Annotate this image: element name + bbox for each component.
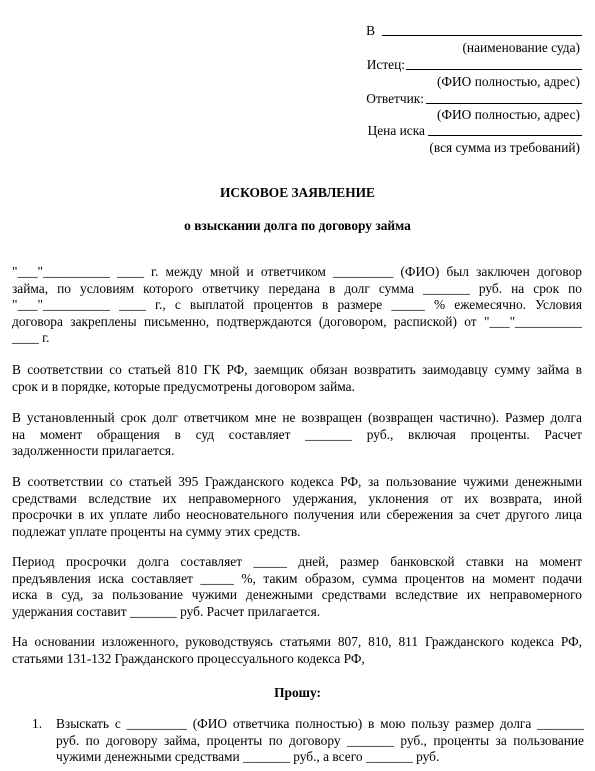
document-title: ИСКОВОЕ ЗАЯВЛЕНИЕ: [219, 185, 375, 200]
paragraph-line: на момент обращения в суд составляет _______ руб., включая проценты. Расчет: [12, 426, 582, 442]
paragraph-line: В соответствии со статьей 810 ГК РФ, заемщик обязан возвратить заимодавцу сумму займа в: [12, 362, 582, 377]
paragraph-article-810: [12, 362, 582, 395]
paragraph-line: В соответствии со статьей 395 Гражданского кодекса РФ, за пользование чужими денежными: [12, 474, 582, 489]
paragraph-line: "___"__________ ____ г., с выплатой процентов в размере _____ % ежемесячно. Условия: [12, 297, 582, 312]
plaintiff-caption: (ФИО полностью, адрес): [436, 74, 580, 89]
paragraph-line: удержания составит _______ руб. Расчет прилагается.: [12, 603, 321, 619]
court-row: [0, 22, 595, 40]
claim-field[interactable]: [428, 122, 582, 136]
paragraph-line: средствами вследствие их неправомерного удержания, уклонения от их возврата, иной: [12, 490, 582, 506]
plaintiff-field[interactable]: [406, 56, 582, 70]
plaintiff-row: [0, 56, 595, 74]
paragraph-line: просрочки в их уплате либо неосновательного получения или сбережения за счет другого лица: [12, 507, 582, 522]
request-item-line: Взыскать с _________ (ФИО ответчика полностью) в мою пользу размер долга _______: [56, 716, 584, 731]
paragraph-loan-agreement: [12, 264, 582, 347]
paragraph-line: "___"__________ ____ г. между мной и ответчиком _________ (ФИО) был заключен договор: [12, 264, 582, 279]
paragraph-line: ____ г.: [12, 330, 50, 345]
plaintiff-label: Истец:: [366, 57, 405, 72]
paragraph-delay-period: [12, 554, 582, 620]
document-subtitle: о взыскании долга по договору займа: [184, 218, 411, 233]
paragraph-legal-basis: [12, 634, 582, 667]
request-item-number: 1.: [32, 716, 43, 731]
paragraph-line: задолженности прилагается.: [12, 443, 175, 458]
court-caption: (наименование суда): [462, 40, 580, 55]
defendant-caption: (ФИО полностью, адрес): [436, 107, 580, 122]
request-item-line: чужими денежными средствами _______ руб., а всего _______ руб.: [56, 749, 440, 764]
paragraph-line: иска в суд, за пользование чужими денежными средствами вследствие их неправомерного: [12, 587, 582, 602]
court-label: В: [366, 23, 375, 38]
paragraph-line: В установленный срок долг ответчиком мне не возвращен (возвращен частично). Размер долга: [12, 410, 582, 425]
request-title: Прошу:: [274, 685, 321, 700]
paragraph-article-395: [12, 474, 582, 540]
defendant-label: Ответчик:: [366, 91, 424, 106]
paragraph-line: На основании изложенного, руководствуясь статьями 807, 810, 811 Гражданского кодекса РФ,: [12, 634, 582, 649]
paragraph-debt-amount: [12, 410, 582, 460]
claim-caption: (вся сумма из требований): [429, 140, 580, 155]
paragraph-line: Период просрочки долга составляет _____ дней, размер банковской ставки на момент: [12, 554, 582, 569]
claim-label: Цена иска: [367, 123, 425, 138]
request-item: [56, 716, 584, 766]
defendant-field[interactable]: [426, 90, 582, 104]
request-item-line: руб. по договору займа, проценты по договору _______ руб., проценты за пользование: [56, 732, 584, 748]
defendant-row: [0, 90, 595, 108]
paragraph-line: договора закреплены письменно, подтверждаются (договором, распиской) от "___"__________: [12, 313, 582, 329]
court-field[interactable]: [382, 22, 582, 36]
paragraph-line: срок и в порядке, которые предусмотрены договором займа.: [12, 378, 355, 394]
paragraph-line: займа, по условиям которого ответчику передана в долг сумма _______ руб. на срок по: [12, 280, 582, 296]
paragraph-line: подлежат уплате проценты на сумму этих средств.: [12, 523, 301, 539]
claim-row: [0, 122, 595, 140]
paragraph-line: предъявления иска составляет _____ %, таким образом, сумма процентов на момент подачи: [12, 570, 582, 586]
paragraph-line: статьями 131-132 Гражданского процессуального кодекса РФ,: [12, 650, 365, 666]
